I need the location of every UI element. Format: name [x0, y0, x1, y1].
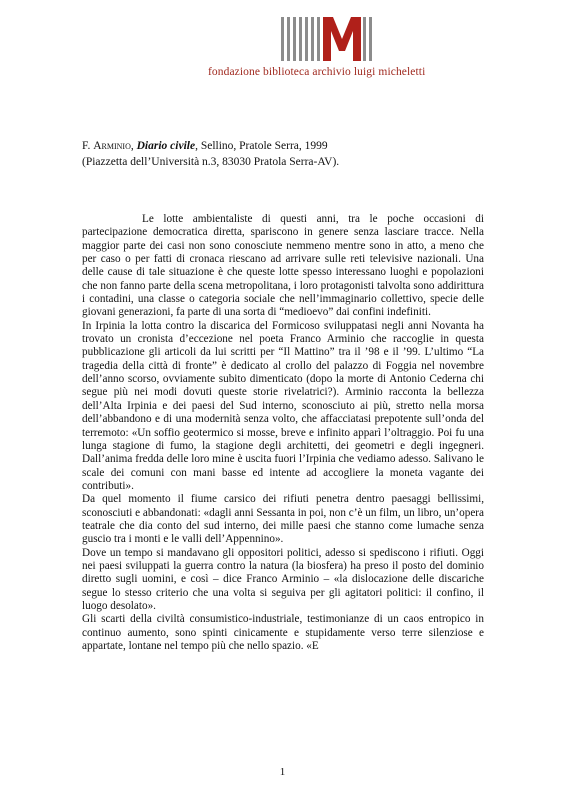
- author-surname: Arminio: [93, 140, 131, 152]
- logo-text: fondazione biblioteca archivio luigi micheletti: [208, 66, 426, 78]
- publisher-address: (Piazzetta dell’Università n.3, 83030 Pratola Serra-AV).: [82, 155, 340, 168]
- paragraph: Dove un tempo si mandavano gli oppositori politici, adesso si spediscono i rifiuti. Oggi nei paesi sviluppati la guerra contro la natura (la biosfera) ha preso il posto del dominio diretto sugli uomini, e così – dice Franco Arminio – «la dislocazione delle discariche segue lo stesso criterio che una volta si seguiva per gli agitatori politici: il confino, il luogo desolato».: [82, 546, 484, 612]
- paragraph: Le lotte ambientaliste di questi anni, tra le poche occasioni di partecipazione democratica diretta, spariscono in genere senza lasciare tracce. Nella maggior parte dei casi non sono conosciute nemmeno mentre sono in atto, a meno che per caso o per fatti di cronaca riescano ad arrivare sulle reti televisive nazionali. Una delle cause di tale situazione è che queste lotte spesso interessano luoghi e popolazioni che non fanno parte della scena metropolitana, i loro protagonisti talvolta sono addirittura i contadini, una classe o categoria sociale che nell’immaginario collettivo, specie delle giovani generazioni, fa parte di una sorta di “medioevo” dai confini indefiniti.: [82, 213, 484, 319]
- author-initial: F.: [82, 140, 94, 152]
- bibliographic-citation: [82, 139, 502, 170]
- citation-separator: ,: [130, 140, 137, 152]
- paragraph: In Irpinia la lotta contro la discarica del Formicoso sviluppatasi negli anni Novanta ha trovato un cronista d’eccezione nel poeta Franco Arminio che raccoglie in questa pubblicazione gli articoli da lui scritti per “Il Mattino” tra il ’98 e il ’99. L’ultimo “La tragedia della città di fronte” è dedicato al crollo del palazzo di Foggia nel novembre dell’anno scorso, ovviamente subito dimenticato (dopo la morte di Antonio Cederna chi segue più nei modi dovuti queste storie rivelatrici?). Arminio racconta la bellezza dell’Alta Irpinia e dei paesi del Sud interno, sconosciuto ai più, stretto nella morsa dell’abbandono e di una modernità senza volto, che affacciatasi prepotente sull’onda del terremoto: «Un soffio geotermico si mosse, breve e infinito apparì l’oltraggio. Poi fu una lunga stagione di fumo, la stagione degli architetti, dei geometri e degli ingegneri. Dall’anima fredda delle loro mine è uscita fuori l’Irpinia che vediamo adesso. Salivano le scale dei comuni con mani basse ed intente ad accogliere la moneta vagante dei contributi».: [82, 319, 484, 492]
- micheletti-logo-icon: [281, 17, 375, 61]
- review-body: [82, 213, 484, 653]
- paragraph: Da quel momento il fiume carsico dei rifiuti penetra dentro paesaggi bellissimi, sconosciuti e abbandonati: «dagli anni Sessanta in poi, non c’è un film, un libro, un’opera teatrale che dia conto del sud interno, dei mille paesi che stanno come lumache senza guscio tra i monti e le valli dell’Appennino».: [82, 493, 484, 546]
- publisher-info: , Sellino, Pratole Serra, 1999: [195, 140, 328, 152]
- paragraph: Gli scarti della civiltà consumistico-industriale, testimonianze di un caos entropico in continuo aumento, sono spinti cinicamente e stupidamente verso terre silenziose e appartate, lontane nel tempo più che nello spazio. «E: [82, 613, 484, 652]
- book-title: Diario civile: [136, 140, 196, 152]
- page-number: 1: [279, 766, 286, 778]
